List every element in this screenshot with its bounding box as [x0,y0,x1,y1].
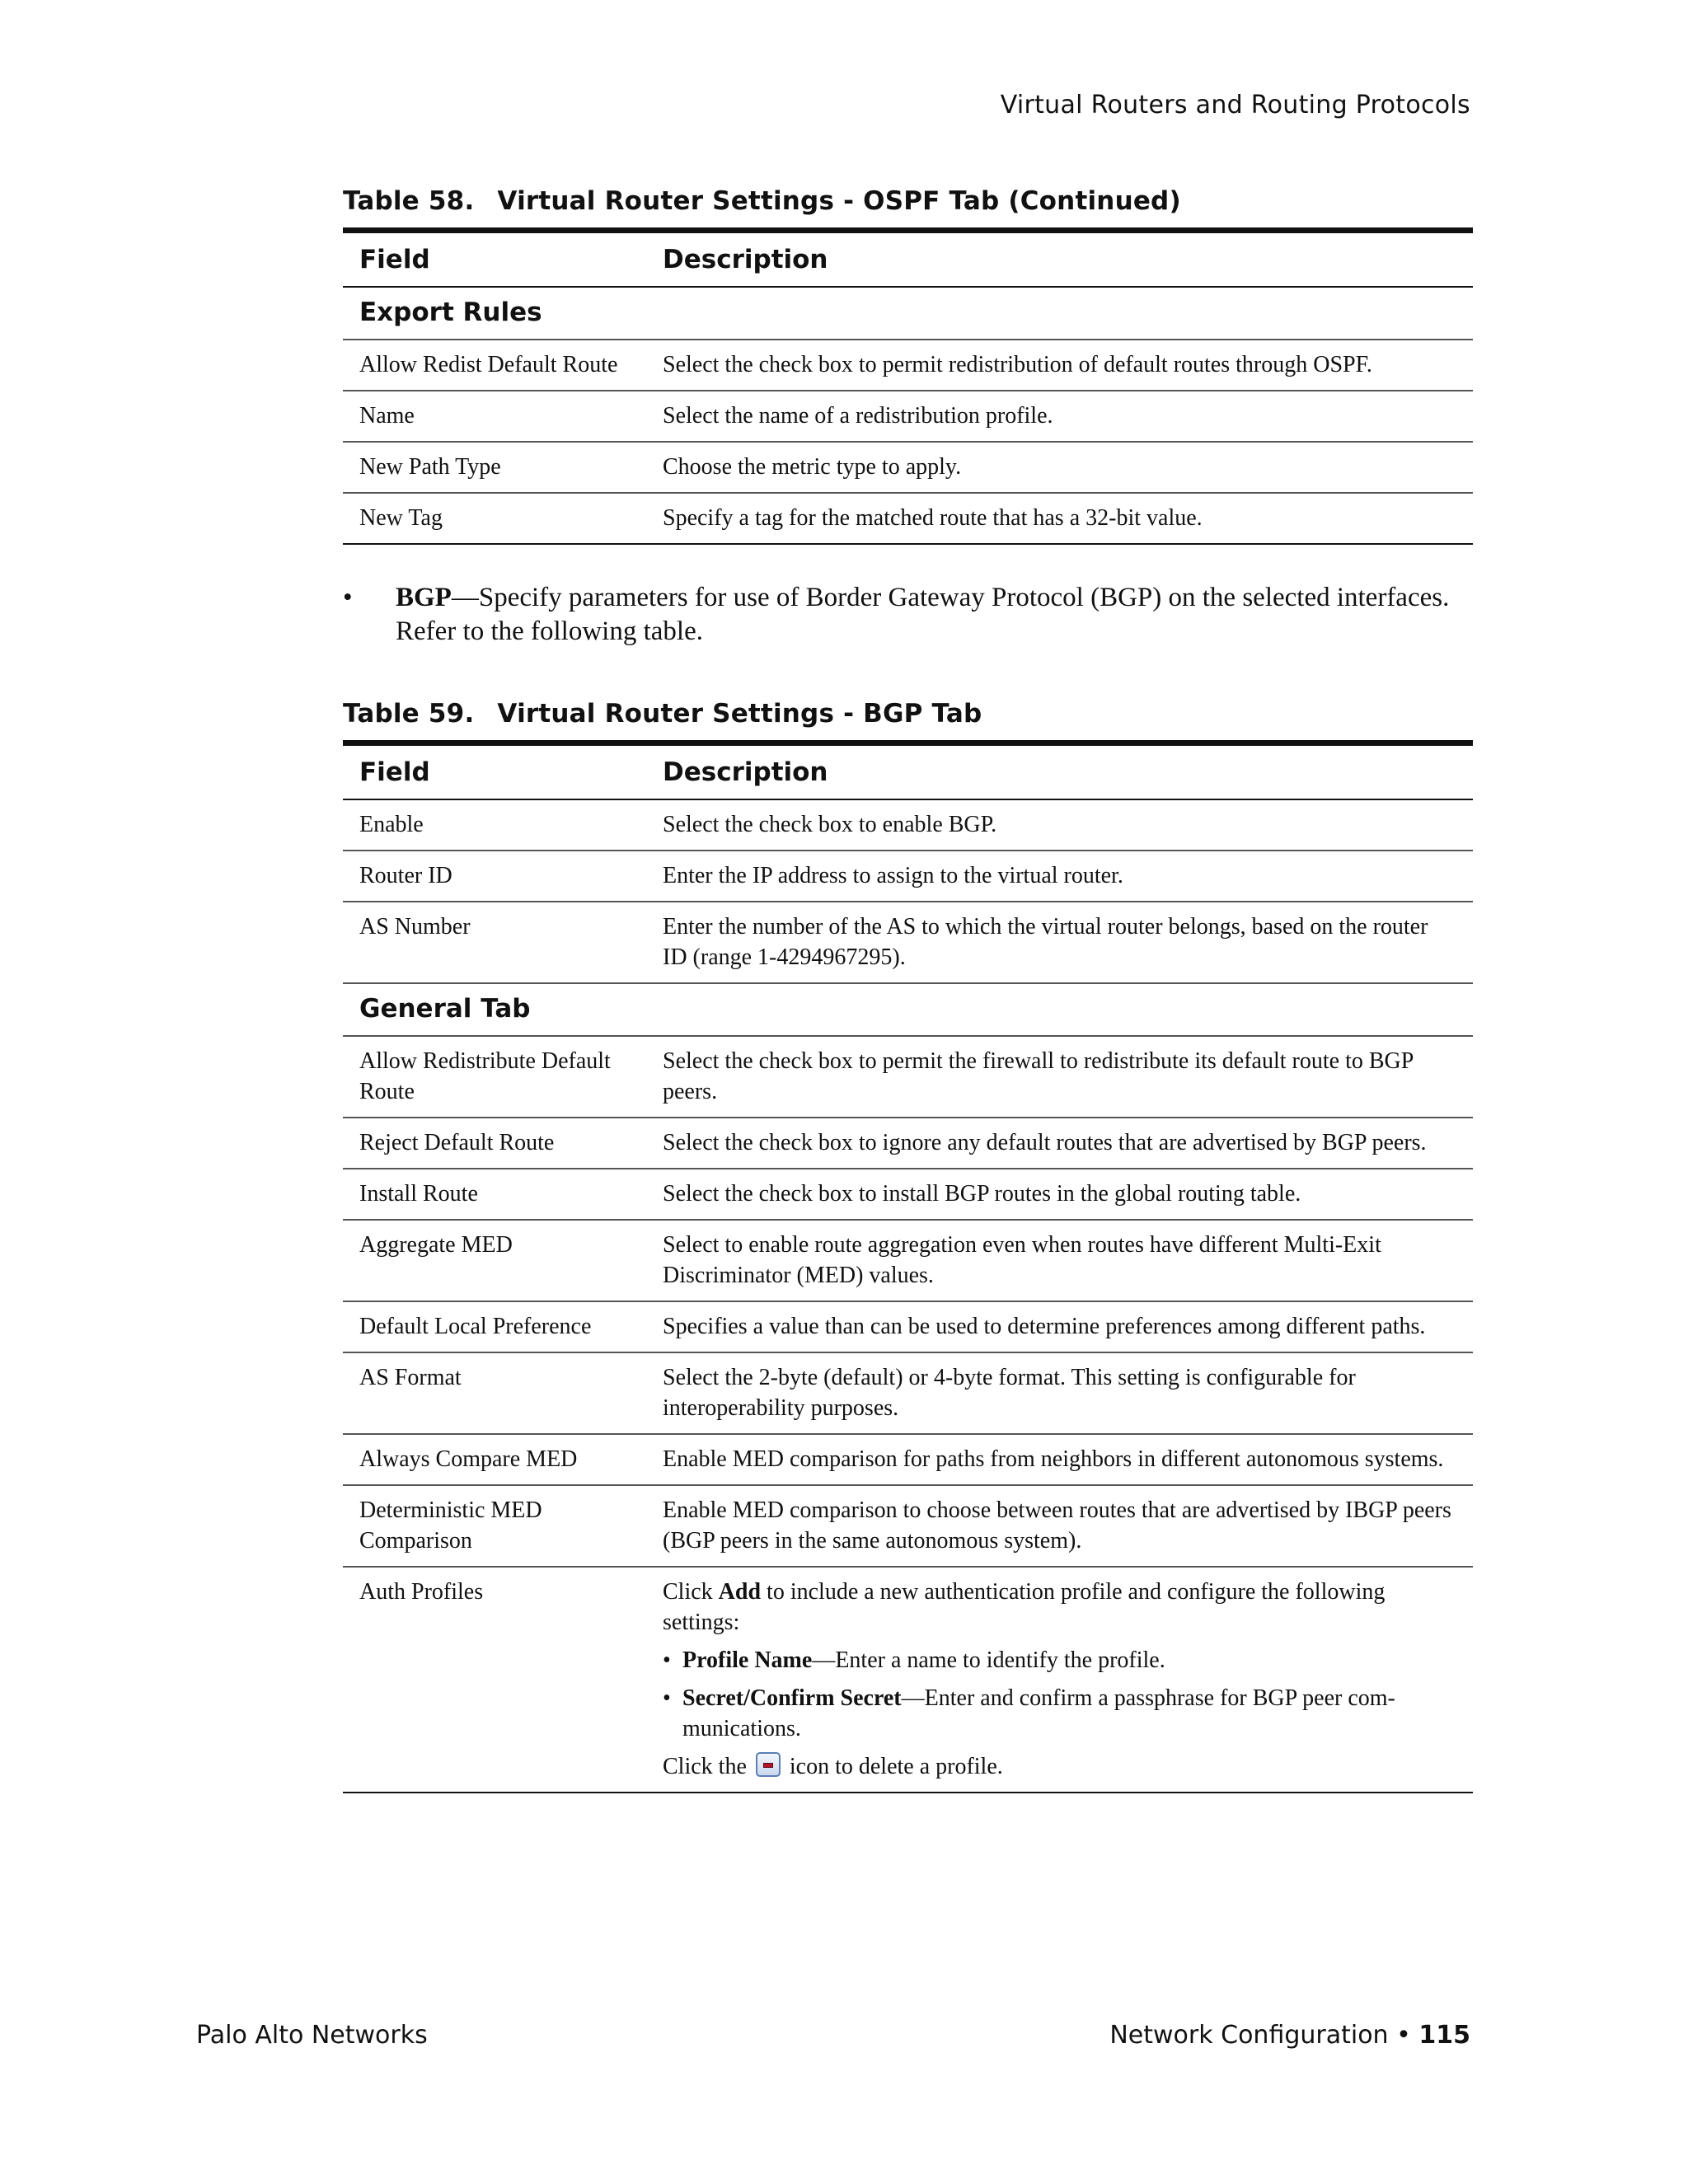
auth-item-profile-name [663,1645,1456,1675]
sub-bullet-glyph: • [663,1685,671,1711]
description-cell: Select the 2-byte (default) or 4-byte format. This setting is configurable for interoperability purposes. [646,1352,1473,1434]
column-header-field: Field [343,231,646,288]
auth-item-secret [663,1683,1456,1744]
section-row-export-rules [343,287,1473,340]
field-cell: AS Number [343,902,646,983]
field-cell: Default Local Preference [343,1301,646,1352]
bullet-body: —Specify parameters for use of Border Gateway Protocol (BGP) on the selected interfaces. Refer to the following table. [396,583,1450,646]
description-cell: Enter the IP address to assign to the virtual router. [646,851,1473,902]
field-cell: Install Route [343,1169,646,1220]
page-number: 115 [1418,2021,1470,2050]
field-cell: Auth Profiles [343,1567,646,1793]
description-cell: Select the check box to permit the firewall to redistribute its default route to BGP peers. [646,1036,1473,1118]
field-cell: AS Format [343,1352,646,1434]
table-row [343,1220,1473,1301]
auth-outro [663,1751,1456,1782]
description-cell: Specify a tag for the matched route that has a 32-bit value. [646,493,1473,544]
footer-separator: • [1396,2021,1411,2050]
table-59-number: Table 59. [343,699,475,729]
field-cell: New Path Type [343,442,646,493]
description-cell [646,1567,1473,1793]
profile-name-text: —Enter a name to identify the profile. [812,1647,1165,1673]
section-heading: Export Rules [343,287,1473,340]
secret-term: Secret/Confirm Secret [682,1685,902,1711]
auth-outro-post: icon to delete a profile. [789,1754,1003,1779]
profile-name-term: Profile Name [682,1647,813,1673]
table-58-header-row [343,231,1473,288]
table-row [343,1352,1473,1434]
table-row [343,799,1473,851]
table-row [343,1169,1473,1220]
field-cell: Enable [343,799,646,851]
description-cell: Choose the metric type to apply. [646,442,1473,493]
field-cell: Deterministic MED Comparison [343,1485,646,1567]
table-row [343,442,1473,493]
description-cell: Enter the number of the AS to which the virtual router belongs, based on the router ID (range 1-4294967295). [646,902,1473,983]
field-cell: Always Compare MED [343,1434,646,1485]
table-58-grid [343,227,1473,545]
auth-intro-pre: Click [663,1579,719,1605]
section-row-general-tab [343,983,1473,1036]
bullet-glyph: • [343,583,353,612]
description-cell: Select the check box to ignore any default routes that are advertised by BGP peers. [646,1118,1473,1169]
description-cell: Select the name of a redistribution profile. [646,391,1473,442]
footer-company: Palo Alto Networks [196,2021,428,2050]
secret-text: —Enter and confirm a passphrase for BGP peer com-munications. [682,1685,1395,1741]
table-59 [343,699,1473,1793]
table-row [343,1118,1473,1169]
table-row [343,340,1473,391]
section-heading: General Tab [343,983,1473,1036]
footer-section: Network Configuration [1109,2021,1389,2050]
running-header: Virtual Routers and Routing Protocols [1000,91,1470,120]
table-row [343,1485,1473,1567]
table-58-caption [343,186,1473,216]
table-59-title: Virtual Router Settings - BGP Tab [497,699,982,729]
table-row-auth-profiles [343,1567,1473,1793]
bullet-text [396,581,1497,649]
table-59-caption [343,699,1473,729]
description-cell: Select the check box to install BGP routes in the global routing table. [646,1169,1473,1220]
field-cell: Reject Default Route [343,1118,646,1169]
table-58 [343,186,1473,545]
description-cell: Select to enable route aggregation even when routes have different Multi-Exit Discriminator (MED) values. [646,1220,1473,1301]
field-cell: Router ID [343,851,646,902]
column-header-description: Description [646,231,1473,288]
field-cell: Aggregate MED [343,1220,646,1301]
table-row [343,1434,1473,1485]
field-cell: Name [343,391,646,442]
auth-intro [663,1577,1456,1638]
auth-intro-post: to include a new authentication profile and configure the following settings: [663,1579,1386,1635]
field-cell: Allow Redist Default Route [343,340,646,391]
table-59-grid [343,740,1473,1793]
description-cell: Enable MED comparison to choose between routes that are advertised by IBGP peers (BGP peers in the same autonomous system). [646,1485,1473,1567]
add-keyword: Add [718,1579,762,1605]
description-cell: Select the check box to permit redistribution of default routes through OSPF. [646,340,1473,391]
table-row [343,1301,1473,1352]
table-row [343,902,1473,983]
sub-bullet-glyph: • [663,1647,671,1673]
bgp-bullet-paragraph [343,581,1497,649]
description-cell: Specifies a value than can be used to determine preferences among different paths. [646,1301,1473,1352]
column-header-description: Description [646,743,1473,800]
table-row [343,493,1473,544]
remove-icon [756,1752,781,1777]
column-header-field: Field [343,743,646,800]
description-cell: Enable MED comparison for paths from neighbors in different autonomous systems. [646,1434,1473,1485]
table-row [343,1036,1473,1118]
table-59-header-row [343,743,1473,800]
bullet-term: BGP [396,583,452,612]
field-cell: Allow Redistribute Default Route [343,1036,646,1118]
table-58-title: Virtual Router Settings - OSPF Tab (Continued) [497,186,1181,216]
auth-outro-pre: Click the [663,1754,747,1779]
footer-page-info [1109,2021,1470,2050]
description-cell: Select the check box to enable BGP. [646,799,1473,851]
table-58-number: Table 58. [343,186,475,216]
table-row [343,391,1473,442]
field-cell: New Tag [343,493,646,544]
table-row [343,851,1473,902]
